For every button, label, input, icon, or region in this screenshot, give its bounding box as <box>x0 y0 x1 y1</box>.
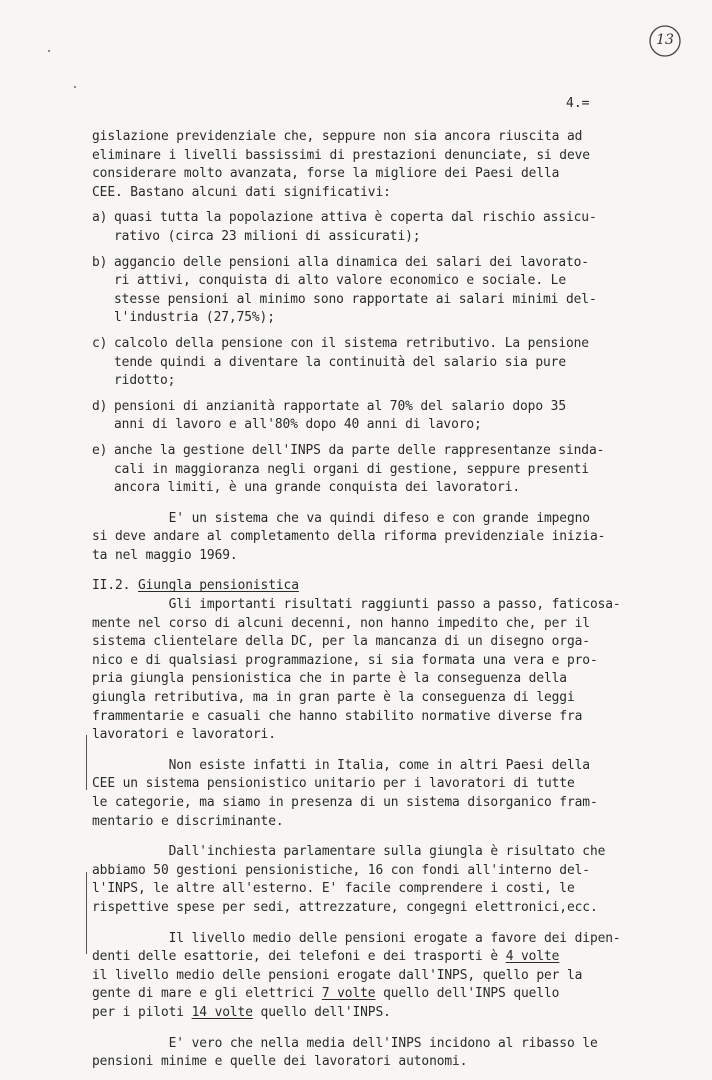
folio-stamp <box>648 24 682 58</box>
paragraph-results <box>92 596 682 745</box>
text-line: il livello medio delle pensioni erogate dall'INPS, quello per la <box>92 967 583 983</box>
text-line: E' vero che nella media dell'INPS incidono al ribasso le <box>92 1035 598 1051</box>
text-line: gislazione previdenziale che, seppure non sia ancora riuscita ad <box>92 129 583 144</box>
text-line: quasi tutta la popolazione attiva è coperta dal rischio assicu- <box>114 210 597 226</box>
text-line: giungla retributiva, ma in gran parte è la conseguenza di leggi <box>92 690 575 706</box>
text-line: Il livello medio delle pensioni erogate a favore dei dipen- <box>92 930 621 946</box>
text-line: si deve andare al completamento della riforma previdenziale inizia- <box>92 529 606 545</box>
text-line: sistema clientelare della DC, per la mancanza di un disegno orga- <box>92 634 590 650</box>
text-line: ridotto; <box>114 373 176 389</box>
text-line: ri attivi, conquista di alto valore economico e sociale. Le <box>114 273 566 289</box>
text-segment: quello dell'INPS. <box>252 1004 391 1020</box>
text-line: pria giungla pensionistica che in parte è la conseguenza della <box>92 671 567 687</box>
list-label: e) <box>92 442 108 458</box>
text-segment: quello dell'INPS quello <box>375 986 560 1002</box>
text-line <box>92 1004 682 1023</box>
text-line: CEE un sistema pensionistico unitario per i lavoratori di tutte <box>92 776 575 792</box>
text-line: lavoratori e lavoratori. <box>92 727 276 743</box>
text-line: anche la gestione dell'INPS da parte delle rappresentanze sinda- <box>114 442 605 458</box>
paragraph-intro <box>92 128 682 202</box>
text-line: E' un sistema che va quindi difeso e con grande impegno <box>92 510 590 526</box>
text-line: Gli importanti risultati raggiunti passo a passo, faticosa- <box>92 597 621 613</box>
text-segment: gente di mare e gli elettrici <box>92 986 322 1002</box>
folio-number: 13 <box>656 32 674 48</box>
text-segment: denti delle esattorie, dei telefoni e dei trasporti è <box>92 949 506 965</box>
text-line: abbiamo 50 gestioni pensionistiche, 16 con fondi all'interno del- <box>92 862 590 878</box>
list-item-e <box>92 442 682 498</box>
text-segment: per i piloti <box>92 1004 192 1020</box>
text-line: tende quindi a diventare la continuità del salario sia pure <box>114 354 566 370</box>
margin-bracket <box>86 872 87 954</box>
text-line <box>92 948 682 967</box>
text-line: eliminare i livelli bassissimi di prestazioni denunciate, si deve <box>92 147 590 163</box>
text-line: aggancio delle pensioni alla dinamica dei salari dei lavorato- <box>114 254 589 270</box>
text-line: Non esiste infatti in Italia, come in altri Paesi della <box>92 757 590 773</box>
underlined-ratio: 7 volte <box>321 986 376 1002</box>
paragraph-media <box>92 1035 682 1072</box>
list-label: d) <box>92 398 108 414</box>
list-item-b <box>92 254 682 328</box>
list-label: c) <box>92 335 108 351</box>
list-label: a) <box>92 210 108 226</box>
page-number: 4.= <box>566 96 590 111</box>
text-line: cali in maggioranza negli organi di gestione, seppure presenti <box>114 461 589 477</box>
body-text <box>92 128 682 1072</box>
text-line: l'industria (27,75%); <box>114 310 275 326</box>
scan-speck <box>74 86 76 88</box>
text-line: pensioni di anzianità rapportate al 70% del salario dopo 35 <box>114 398 566 414</box>
text-line: ta nel maggio 1969. <box>92 547 238 563</box>
scan-speck <box>48 50 50 52</box>
text-line: considerare molto avanzata, forse la migliore dei Paesi della <box>92 166 560 182</box>
text-line: nico e di qualsiasi programmazione, si sia formata una vera e pro- <box>92 652 598 668</box>
paragraph-system <box>92 510 682 566</box>
text-line: l'INPS, le altre all'esterno. E' facile comprendere i costi, le <box>92 881 575 897</box>
text-line: anni di lavoro e all'80% dopo 40 anni di lavoro; <box>114 417 482 433</box>
list-item-a <box>92 209 682 246</box>
paragraph-level <box>92 930 682 1023</box>
text-line: rativo (circa 23 milioni di assicurati); <box>114 228 421 244</box>
text-line: mente nel corso di alcuni decenni, non hanno impedito che, per il <box>92 615 590 631</box>
section-title: Giungla pensionistica <box>137 578 299 594</box>
text-line <box>92 985 682 1004</box>
list-label: b) <box>92 254 108 270</box>
text-line: stesse pensioni al minimo sono rapportate ai salari minimi del- <box>114 291 597 307</box>
list-item-d <box>92 398 682 435</box>
paragraph-inquiry <box>92 843 682 917</box>
margin-bracket <box>86 735 87 790</box>
list-item-c <box>92 335 682 391</box>
text-line: Dall'inchiesta parlamentare sulla giungla è risultato che <box>92 844 606 860</box>
section-heading <box>92 577 682 596</box>
text-line: pensioni minime e quelle dei lavoratori autonomi. <box>92 1054 468 1070</box>
underlined-ratio: 14 volte <box>191 1004 253 1020</box>
underlined-ratio: 4 volte <box>505 949 560 965</box>
text-line: mentario e discriminante. <box>92 813 284 829</box>
text-line: ancora limiti, è una grande conquista dei lavoratori. <box>114 480 521 496</box>
text-line: CEE. Bastano alcuni dati significativi: <box>92 184 391 200</box>
text-line: calcolo della pensione con il sistema retributivo. La pensione <box>114 335 589 351</box>
paragraph-italy <box>92 757 682 831</box>
text-line: frammentarie e casuali che hanno stabilito normative diverse fra <box>92 708 583 724</box>
section-number: II.2. <box>92 578 131 594</box>
text-line: le categorie, ma siamo in presenza di un sistema disorganico fram- <box>92 795 598 810</box>
text-line: rispettive spese per sedi, attrezzature, congegni elettronici,ecc. <box>92 899 598 915</box>
